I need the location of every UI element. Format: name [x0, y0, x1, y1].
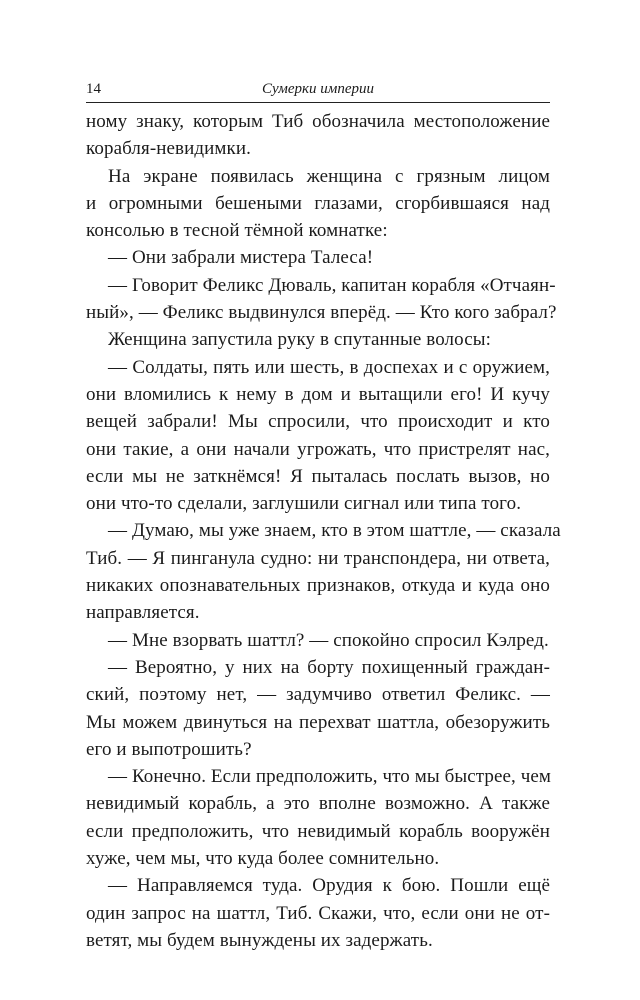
text-line: Женщина запустила руку в спутанные волосы:: [108, 329, 491, 351]
text-line: никаких опознавательных признаков, откуда и куда оно: [86, 575, 550, 597]
header-rule: [86, 102, 550, 103]
text-line: На экране появилась женщина с грязным лицом: [108, 165, 550, 187]
text-line: корабля-невидимки.: [86, 138, 251, 160]
page-number: 14: [86, 81, 101, 97]
text-line: они вломились к нему в дом и вытащили его! И кучу: [86, 383, 550, 405]
text-line: — Конечно. Если предположить, что мы быстрее, чем: [108, 766, 552, 788]
text-line: — Думаю, мы уже знаем, кто в этом шаттле, — сказала: [108, 520, 561, 542]
text-line: ный», — Феликс выдвинулся вперёд. — Кто кого забрал?: [86, 302, 557, 324]
body-text: [86, 108, 561, 954]
text-line: Мы можем двинуться на перехват шаттла, обезоружить: [86, 711, 550, 733]
text-line: — Вероятно, у них на борту похищенный граждан-: [108, 656, 550, 678]
text-line: если предположить, что невидимый корабль вооружён: [86, 820, 550, 842]
text-line: если мы не заткнёмся! Я пыталась послать вызов, но: [86, 465, 550, 487]
text-line: его и выпотрошить?: [86, 738, 252, 760]
text-line: вещей забрали! Мы спросили, что происходит и кто: [86, 411, 550, 433]
text-line: ному знаку, которым Тиб обозначила местоположение: [86, 111, 550, 132]
text-line: направляется.: [86, 602, 200, 624]
text-line: — Мне взорвать шаттл? — спокойно спросил Кэлред.: [108, 629, 549, 651]
running-title: Сумерки империи: [261, 81, 375, 97]
text-line: ский, поэтому нет, — задумчиво ответил Феликс. —: [86, 684, 550, 706]
text-line: и огромными бешеными глазами, сгорбившаяся над: [86, 192, 550, 214]
text-line: — Солдаты, пять или шесть, в доспехах и с оружием,: [108, 356, 550, 378]
text-line: они такие, а они начали угрожать, что пристрелят нас,: [86, 438, 550, 460]
text-line: — Говорит Феликс Дюваль, капитан корабля «Отчаян-: [108, 274, 556, 296]
text-line: — Они забрали мистера Талеса!: [108, 247, 374, 269]
text-line: невидимый корабль, а это вполне возможно. А также: [86, 793, 550, 815]
text-line: они что-то сделали, заглушили сигнал или типа того.: [86, 493, 522, 515]
text-line: — Направляемся туда. Орудия к бою. Пошли ещё: [108, 875, 550, 897]
running-head: [86, 80, 550, 102]
text-line: консолью в тесной тёмной комнатке:: [86, 220, 388, 242]
text-line: Тиб. — Я пинганула судно: ни транспондера, ни ответа,: [86, 547, 550, 569]
text-line: хуже, чем мы, что куда более сомнительно.: [86, 848, 440, 870]
text-line: один запрос на шаттл, Тиб. Скажи, что, если они не от-: [86, 902, 550, 924]
text-line: ветят, мы будем вынуждены их задержать.: [86, 929, 433, 951]
